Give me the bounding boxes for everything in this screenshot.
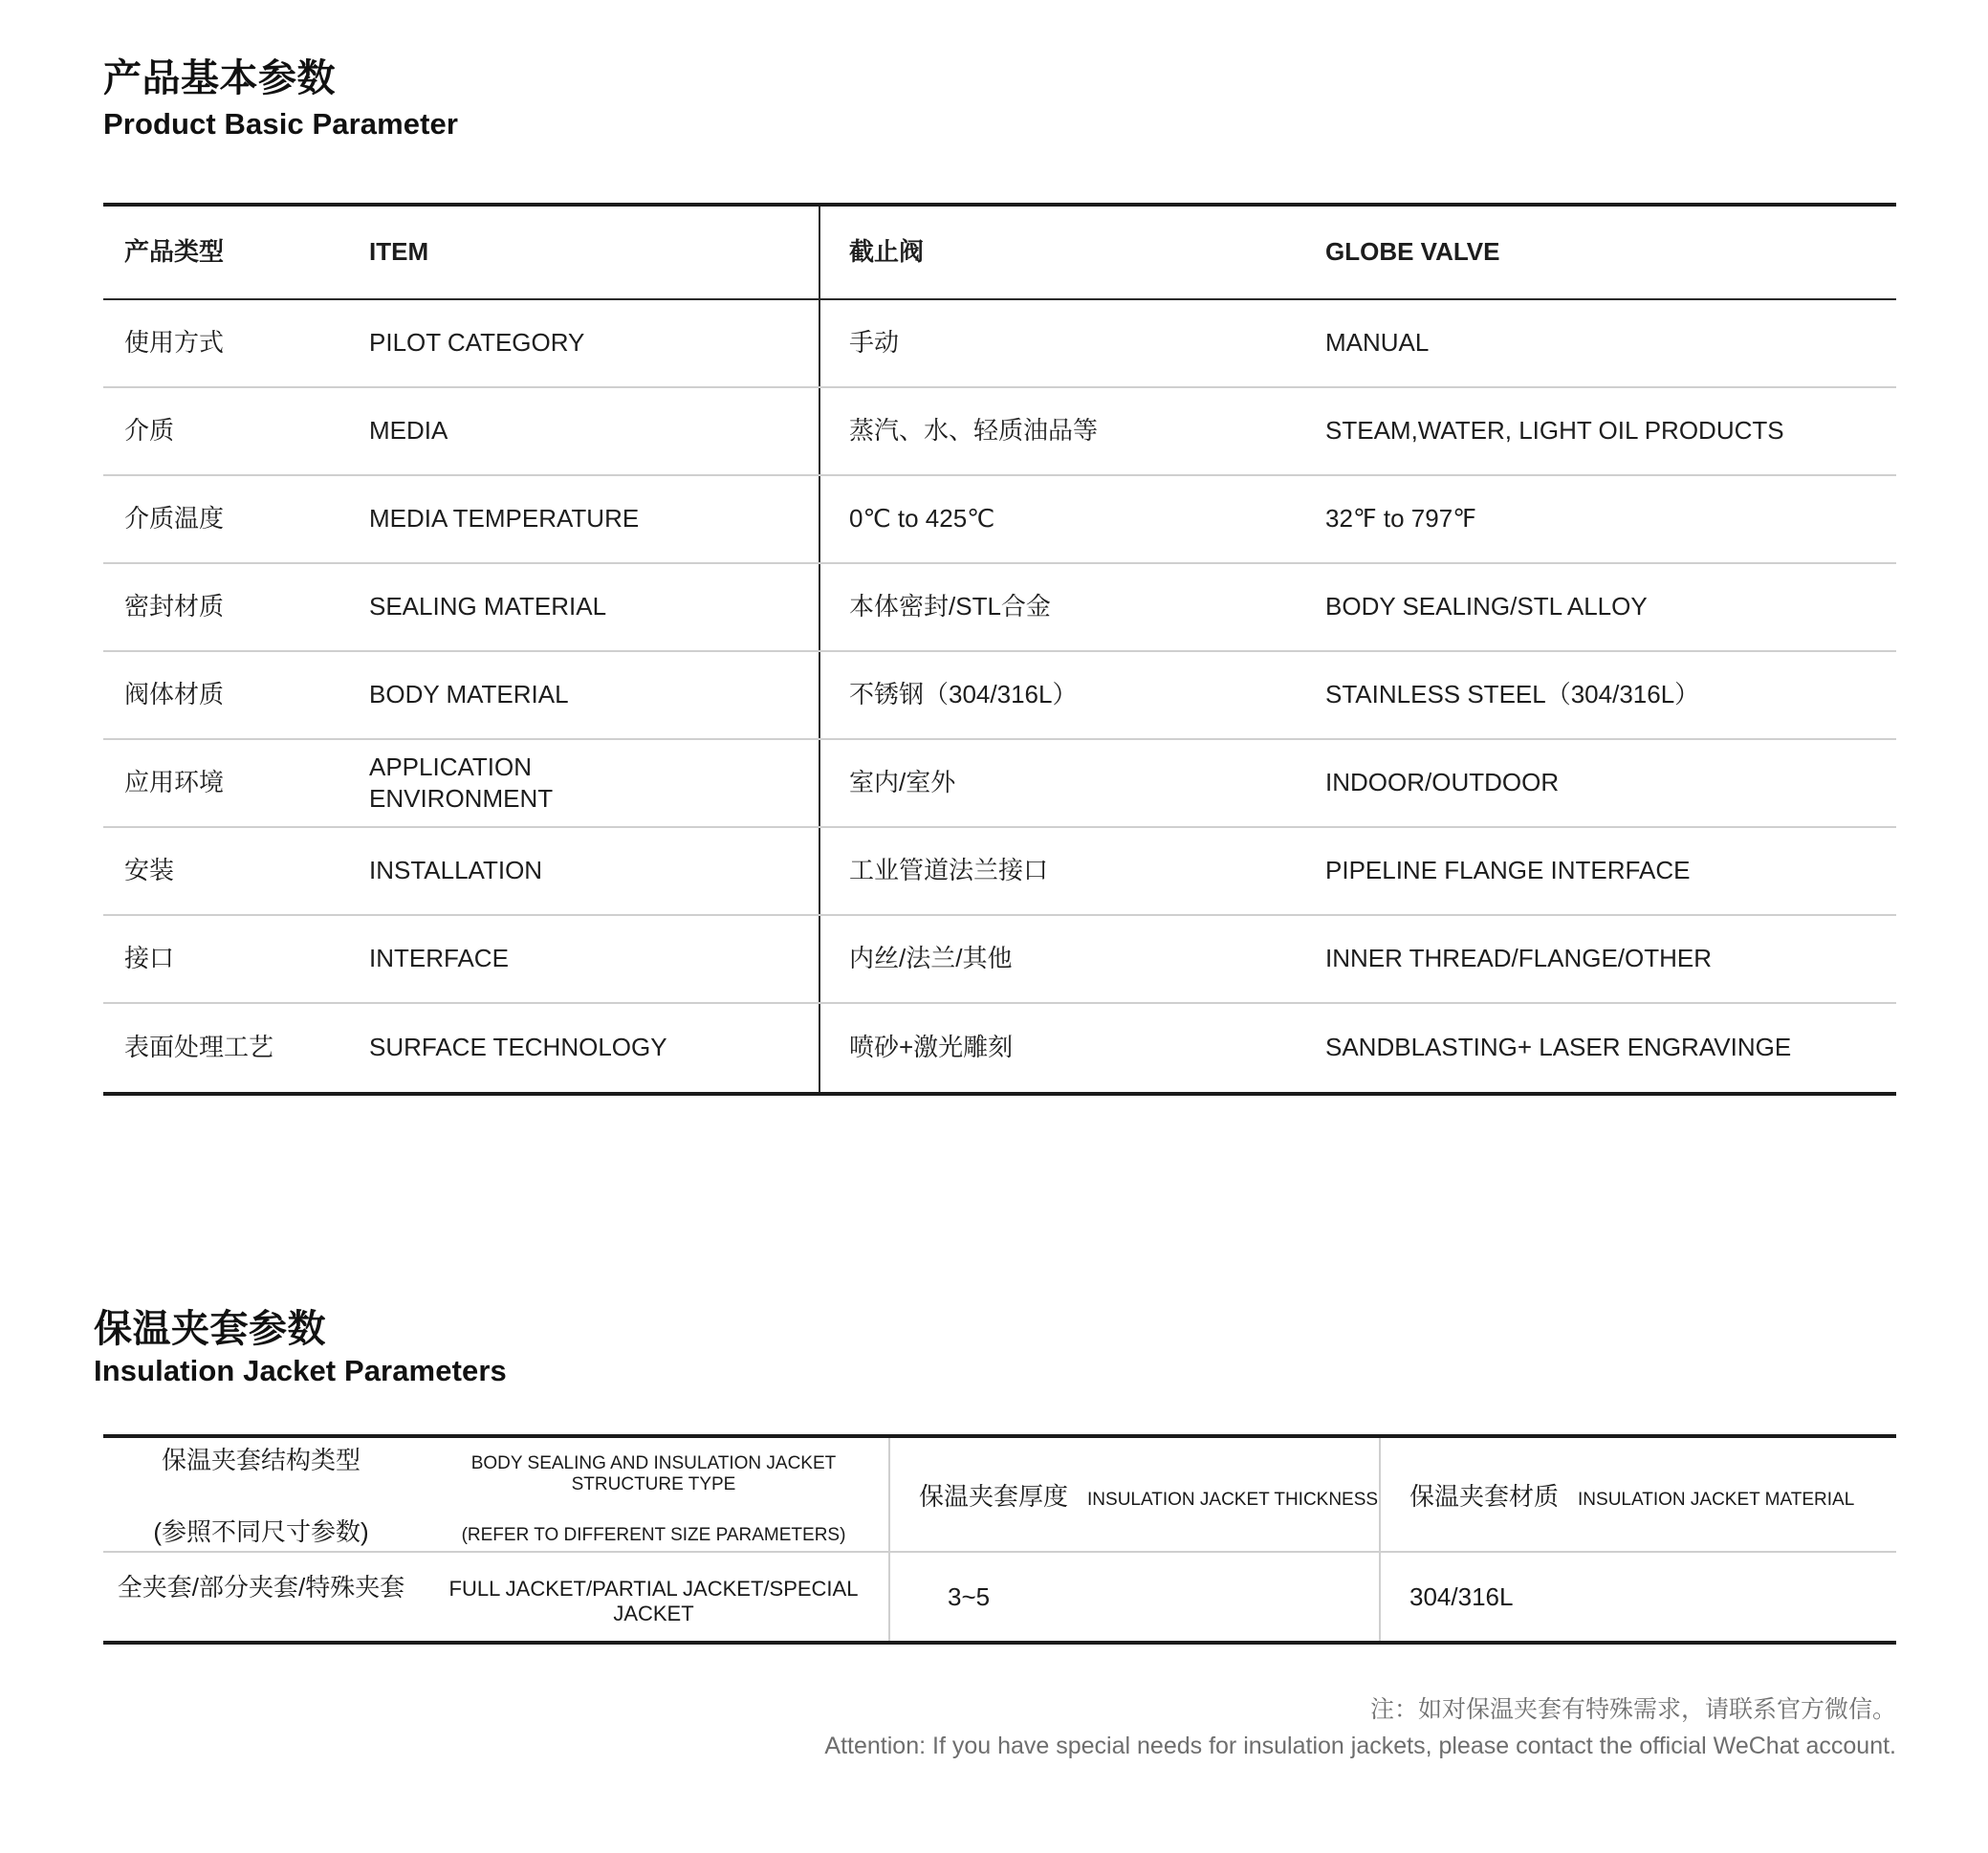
cell-en-item: INTERFACE: [369, 944, 509, 973]
cell-en-item: SEALING MATERIAL: [369, 592, 607, 621]
table2-header-col3-en: INSULATION JACKET MATERIAL: [1578, 1489, 1855, 1510]
cell-cn-item: 表面处理工艺: [124, 1033, 274, 1062]
table2-header-col3-cn: 保温夹套材质: [1409, 1481, 1560, 1511]
product-basic-parameter-table: [103, 203, 1896, 1096]
cell-cn-value: 本体密封/STL合金: [849, 592, 1051, 621]
section2-title-en: Insulation Jacket Parameters: [94, 1353, 507, 1387]
cell-cn-item: 使用方式: [124, 328, 225, 358]
section-heading-product-basic-parameter: [103, 57, 458, 142]
table2-cell-structure-type-en: FULL JACKET/PARTIAL JACKET/SPECIAL JACKET: [448, 1576, 859, 1625]
cell-en-value: STAINLESS STEEL（304/316L）: [1325, 680, 1700, 709]
table1-header-col3: 截止阀: [849, 237, 925, 267]
section1-title-en: Product Basic Parameter: [103, 106, 459, 141]
table2-cell-structure-type-cn: 全夹套/部分夹套/特殊夹套: [117, 1572, 405, 1602]
cell-en-item: PILOT CATEGORY: [369, 328, 585, 358]
table-row: [103, 916, 1896, 1004]
table2-cell-material-value: 304/316L: [1409, 1581, 1514, 1611]
table2-header-col1-cn-line2: (参照不同尺寸参数): [153, 1517, 369, 1546]
cell-en-item: SURFACE TECHNOLOGY: [369, 1033, 667, 1062]
cell-cn-value: 内丝/法兰/其他: [849, 944, 1013, 973]
table-row: [103, 476, 1896, 564]
cell-en-value: 32℉ to 797℉: [1325, 504, 1476, 534]
table1-header-col1: 产品类型: [124, 237, 225, 267]
cell-en-value: MANUAL: [1325, 328, 1430, 358]
cell-cn-item: 密封材质: [124, 592, 225, 621]
section2-title-cn: 保温夹套参数: [94, 1308, 326, 1350]
footer-note-en: Attention: If you have special needs for insulation jackets, please contact the official WeChat account.: [824, 1732, 1896, 1759]
cell-en-value: INDOOR/OUTDOOR: [1325, 768, 1560, 797]
table2-header-row: [103, 1438, 1896, 1553]
cell-en-item: MEDIA TEMPERATURE: [369, 504, 640, 534]
table2-cell-material: [1379, 1553, 1896, 1641]
footer-note: [824, 1692, 1896, 1764]
table-row: [103, 564, 1896, 652]
table-row: [103, 300, 1896, 388]
table1-header-col4: GLOBE VALVE: [1325, 237, 1500, 267]
table-row: [103, 388, 1896, 476]
cell-cn-value: 手动: [849, 328, 900, 358]
cell-en-item: APPLICATION ENVIRONMENT: [369, 752, 554, 813]
cell-cn-item: 阀体材质: [124, 680, 225, 709]
cell-en-value: SANDBLASTING+ LASER ENGRAVINGE: [1325, 1033, 1792, 1062]
cell-en-value: PIPELINE FLANGE INTERFACE: [1325, 856, 1691, 885]
cell-cn-value: 工业管道法兰接口: [849, 856, 1049, 885]
table2-cell-thickness-value: 3~5: [948, 1581, 991, 1611]
table2-header-col2-en: INSULATION JACKET THICKNESS: [1087, 1489, 1379, 1510]
section-heading-insulation-jacket-parameters: [94, 1308, 507, 1388]
cell-cn-value: 蒸汽、水、轻质油品等: [849, 416, 1099, 446]
table2-header-col1: [103, 1438, 888, 1551]
cell-en-item: MEDIA: [369, 416, 448, 446]
cell-cn-value: 不锈钢（304/316L）: [849, 680, 1078, 709]
cell-en-value: BODY SEALING/STL ALLOY: [1325, 592, 1648, 621]
cell-cn-item: 介质温度: [124, 504, 225, 534]
cell-cn-value: 喷砂+激光雕刻: [849, 1033, 1014, 1062]
cell-cn-item: 接口: [124, 944, 175, 973]
footer-note-cn: 注：如对保温夹套有特殊需求，请联系官方微信。: [1369, 1696, 1896, 1723]
cell-cn-value: 0℃ to 425℃: [849, 504, 995, 534]
table2-header-col1-en-line1: BODY SEALING AND INSULATION JACKET STRUCTURE TYPE: [470, 1453, 837, 1494]
cell-en-value: STEAM,WATER, LIGHT OIL PRODUCTS: [1325, 416, 1784, 446]
table-row: [103, 652, 1896, 740]
table2-header-col2: [888, 1438, 1379, 1551]
table-row: [103, 1004, 1896, 1092]
table1-header-row: [103, 207, 1896, 300]
table1-header-col2: ITEM: [369, 237, 429, 267]
table-row: [103, 828, 1896, 916]
table2-cell-thickness: [888, 1553, 1379, 1641]
cell-cn-value: 室内/室外: [849, 768, 956, 797]
table2-header-col2-cn: 保温夹套厚度: [919, 1481, 1069, 1511]
insulation-jacket-parameters-table: [103, 1434, 1896, 1645]
cell-cn-item: 安装: [124, 856, 175, 885]
cell-en-item: BODY MATERIAL: [369, 680, 569, 709]
table2-header-col3: [1379, 1438, 1896, 1551]
table2-header-col1-en-line2: (REFER TO DIFFERENT SIZE PARAMETERS): [461, 1525, 846, 1545]
table2-header-col1-cn-line1: 保温夹套结构类型: [161, 1446, 360, 1474]
cell-en-item: INSTALLATION: [369, 856, 543, 885]
table2-cell-structure-type: [103, 1553, 888, 1641]
section1-title-cn: 产品基本参数: [103, 57, 336, 99]
cell-cn-item: 介质: [124, 416, 175, 446]
table-row: [103, 740, 1896, 828]
cell-cn-item: 应用环境: [124, 768, 225, 797]
cell-en-value: INNER THREAD/FLANGE/OTHER: [1325, 944, 1713, 973]
table-row: [103, 1553, 1896, 1641]
